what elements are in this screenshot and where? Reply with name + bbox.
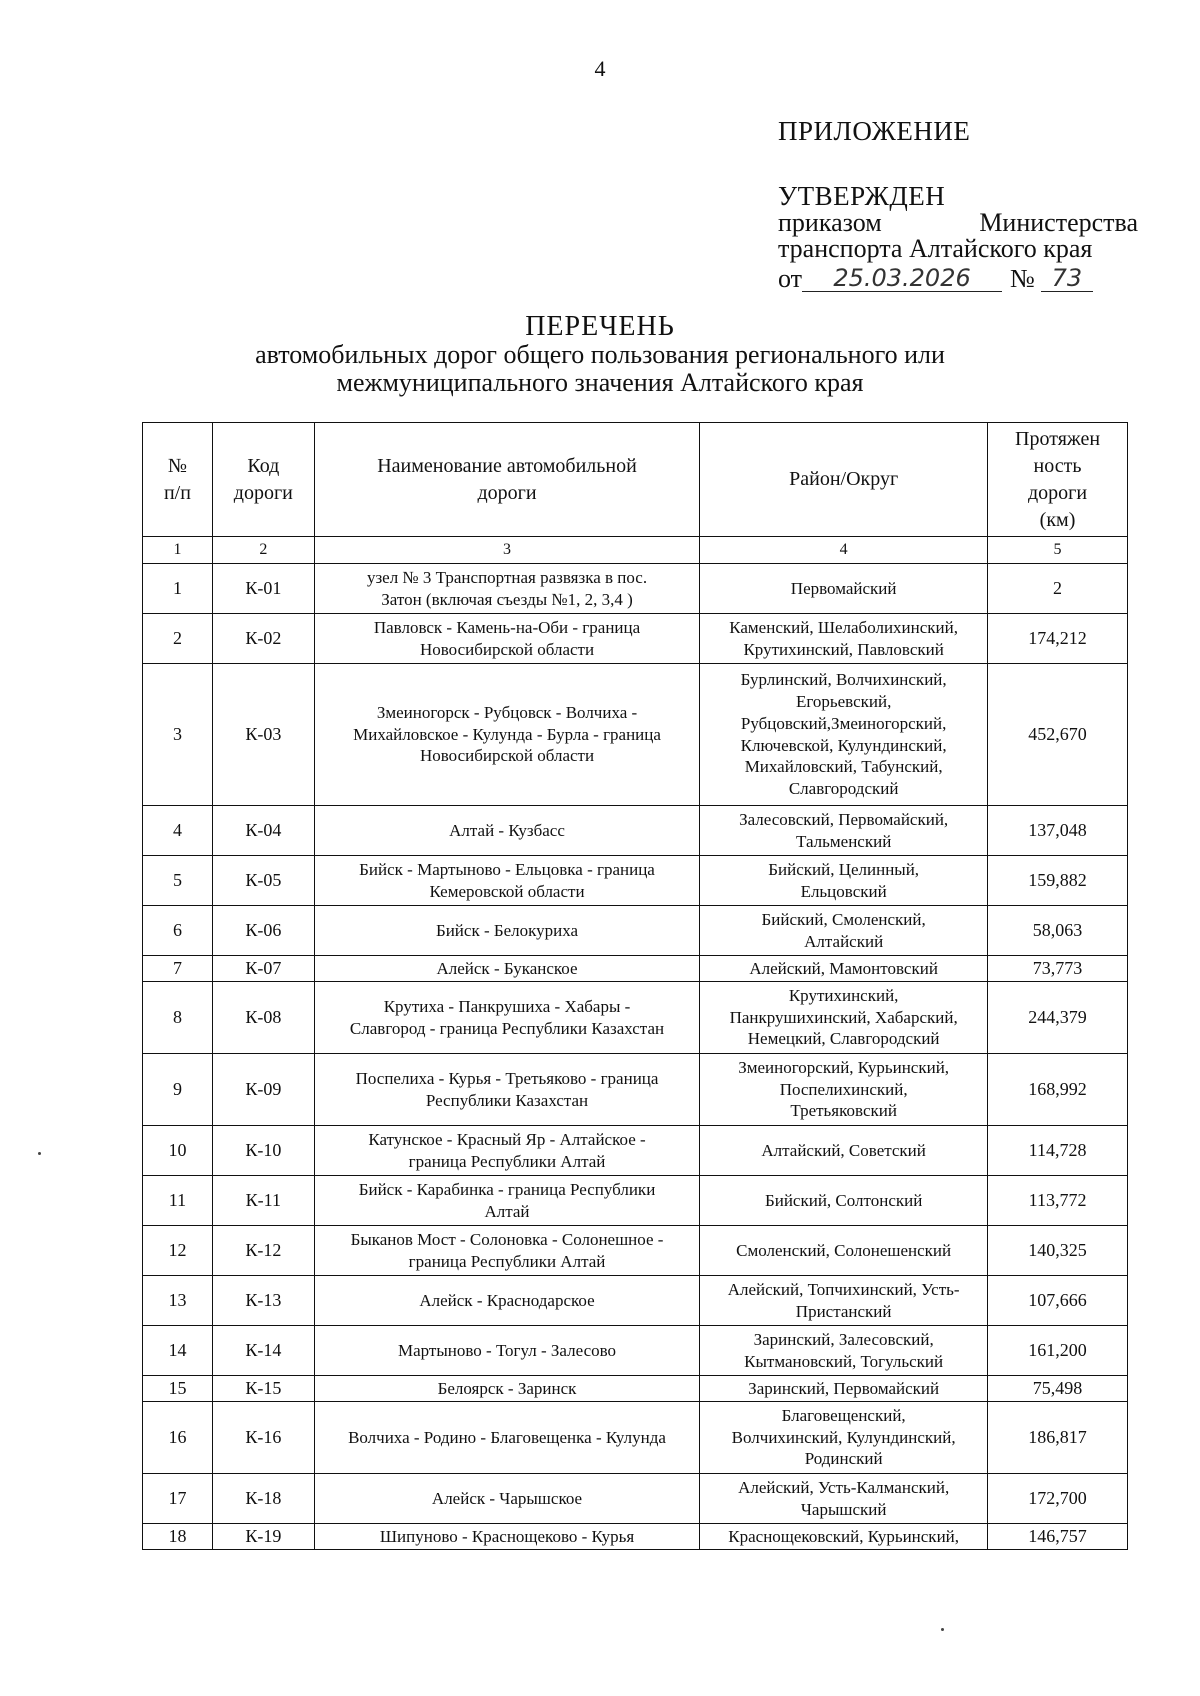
road-name-cell-line: Алтай - Кузбасс (449, 820, 565, 840)
district-cell-line: Рубцовский,Змеиногорский, (740, 713, 947, 733)
district-cell (700, 1276, 988, 1326)
district-cell (700, 614, 988, 664)
roads-table (142, 422, 1128, 1550)
road-name-cell (314, 982, 699, 1054)
district-cell-line: Заринский, Первомайский (748, 1378, 940, 1398)
road-code-cell: К-04 (212, 806, 314, 856)
road-code-cell: К-11 (212, 1176, 314, 1226)
road-name-cell-line: узел № 3 Транспортная развязка в пос. (366, 567, 648, 587)
road-name-cell (314, 664, 699, 806)
index-cell: 3 (314, 537, 699, 564)
row-number-cell: 12 (143, 1226, 213, 1276)
road-code-cell: К-07 (212, 956, 314, 982)
table-row (143, 1474, 1128, 1524)
row-number-cell: 1 (143, 564, 213, 614)
road-code-cell: К-13 (212, 1276, 314, 1326)
road-name-cell-line: Кемеровской области (429, 881, 585, 901)
road-name-cell-line: граница Республики Алтай (408, 1151, 606, 1171)
table-row (143, 1226, 1128, 1276)
district-cell-line: Пристанский (795, 1301, 892, 1321)
index-cell: 5 (988, 537, 1128, 564)
table-row (143, 1126, 1128, 1176)
road-code-cell: К-18 (212, 1474, 314, 1524)
row-number-cell: 5 (143, 856, 213, 906)
road-name-cell-line: Белоярск - Заринск (437, 1378, 577, 1398)
approved-label: УТВЕРЖДЕН (778, 181, 946, 211)
district-cell (700, 982, 988, 1054)
row-number-cell: 9 (143, 1054, 213, 1126)
header-length: Протяжен ность дороги (км) (988, 423, 1128, 537)
road-length-cell: 146,757 (988, 1524, 1128, 1550)
table-row (143, 856, 1128, 906)
road-code-cell: К-01 (212, 564, 314, 614)
road-name-cell-line: Славгород - граница Республики Казахстан (349, 1018, 665, 1038)
district-cell-line: Залесовский, Первомайский, (739, 809, 949, 829)
district-cell-line: Немецкий, Славгородский (747, 1029, 940, 1049)
road-name-cell-line: Мартыново - Тогул - Залесово (397, 1340, 617, 1360)
road-name-cell-line: Змеиногорск - Рубцовск - Волчиха - (376, 702, 638, 722)
header-code: Код дороги (212, 423, 314, 537)
approval-block (778, 118, 1138, 292)
district-cell-line: Панкрушихинский, Хабарский, (729, 1007, 958, 1027)
table-row (143, 1276, 1128, 1326)
district-cell (700, 856, 988, 906)
district-cell-line: Крутихинский, (788, 985, 899, 1005)
road-length-cell: 113,772 (988, 1176, 1128, 1226)
approval-order-line (778, 210, 1138, 236)
scan-speck (38, 1152, 41, 1155)
road-name-cell-line: Бийск - Мартыново - Ельцовка - граница (359, 859, 655, 879)
row-number-cell: 6 (143, 906, 213, 956)
district-cell-line: Третьяковский (790, 1101, 897, 1121)
table-row (143, 956, 1128, 982)
road-name-cell-line: Затон (включая съезды №1, 2, 3,4 ) (381, 589, 633, 609)
road-name-cell (314, 1326, 699, 1376)
district-cell (700, 1376, 988, 1402)
district-cell (700, 1126, 988, 1176)
road-code-cell: К-09 (212, 1054, 314, 1126)
district-cell (700, 1402, 988, 1474)
page-number: 4 (594, 56, 606, 81)
district-cell-line: Кытмановский, Тогульский (744, 1351, 944, 1371)
district-cell (700, 1326, 988, 1376)
district-cell-line: Змеиногорский, Курьинский, (738, 1057, 950, 1077)
road-name-cell (314, 1376, 699, 1402)
table-row (143, 982, 1128, 1054)
row-number-cell: 7 (143, 956, 213, 982)
road-code-cell: К-05 (212, 856, 314, 906)
road-name-cell-line: Шипуново - Краснощеково - Курья (379, 1526, 635, 1546)
road-name-cell (314, 906, 699, 956)
road-name-cell (314, 856, 699, 906)
row-number-cell: 16 (143, 1402, 213, 1474)
road-length-cell: 159,882 (988, 856, 1128, 906)
road-length-cell: 452,670 (988, 664, 1128, 806)
title-line-3: межмуниципального значения Алтайского края (336, 367, 864, 397)
district-cell-line: Каменский, Шелаболихинский, (729, 617, 959, 637)
road-name-cell (314, 1474, 699, 1524)
table-row (143, 614, 1128, 664)
district-cell-line: Ельцовский (800, 881, 887, 901)
table-row (143, 806, 1128, 856)
road-name-cell-line: Алейск - Чарышское (431, 1488, 583, 1508)
approval-date-line (778, 266, 1138, 292)
district-cell-line: Волчихинский, Кулундинский, (731, 1427, 956, 1447)
road-length-cell: 73,773 (988, 956, 1128, 982)
road-name-cell-line: Алейск - Буканское (436, 958, 578, 978)
district-cell (700, 564, 988, 614)
approval-ministry-word: Министерства (979, 208, 1138, 237)
row-number-cell: 3 (143, 664, 213, 806)
table-row (143, 1376, 1128, 1402)
district-cell-line: Тальменский (796, 831, 892, 851)
road-name-cell (314, 956, 699, 982)
district-cell-line: Благовещенский, (781, 1405, 906, 1425)
district-cell (700, 1054, 988, 1126)
road-length-cell: 58,063 (988, 906, 1128, 956)
road-code-cell: К-10 (212, 1126, 314, 1176)
row-number-cell: 11 (143, 1176, 213, 1226)
road-name-cell (314, 614, 699, 664)
district-cell-line: Алейский, Топчихинский, Усть- (727, 1279, 960, 1299)
road-length-cell: 244,379 (988, 982, 1128, 1054)
road-name-cell (314, 1226, 699, 1276)
table-row (143, 1326, 1128, 1376)
district-cell-line: Ключевской, Кулундинский, (740, 735, 947, 755)
road-length-cell: 137,048 (988, 806, 1128, 856)
table-row (143, 906, 1128, 956)
district-cell-line: Бурлинский, Волчихинский, (740, 670, 947, 690)
district-cell-line: Алейский, Мамонтовский (749, 958, 938, 978)
district-cell-line: Поспелихинский, (779, 1079, 908, 1099)
title-line-1: ПЕРЕЧЕНЬ (525, 311, 675, 342)
road-name-cell-line: Катунское - Красный Яр - Алтайское - (368, 1129, 646, 1149)
road-code-cell: К-08 (212, 982, 314, 1054)
district-cell-line: Бийский, Солтонский (764, 1190, 923, 1210)
district-cell-line: Егорьевский, (795, 692, 892, 711)
road-length-cell: 168,992 (988, 1054, 1128, 1126)
road-code-cell: К-16 (212, 1402, 314, 1474)
district-cell (700, 664, 988, 806)
district-cell-line: Заринский, Залесовский, (753, 1329, 934, 1349)
column-index-row (143, 537, 1128, 564)
road-code-cell: К-12 (212, 1226, 314, 1276)
district-cell-line: Алтайский, Советский (761, 1140, 926, 1160)
road-name-cell (314, 1524, 699, 1550)
road-name-cell-line: Алейск - Краснодарское (419, 1290, 595, 1310)
district-cell-line: Михайловский, Табунский, (744, 757, 943, 777)
district-cell (700, 906, 988, 956)
handwritten-number: 73 (1041, 266, 1093, 292)
district-cell-line: Алейский, Усть-Калманский, (738, 1477, 950, 1497)
district-cell-line: Алтайский (804, 931, 884, 951)
district-cell-line: Первомайский (790, 578, 897, 598)
row-number-cell: 18 (143, 1524, 213, 1550)
index-cell: 2 (212, 537, 314, 564)
from-label: от (778, 264, 803, 294)
road-code-cell: К-02 (212, 614, 314, 664)
road-code-cell: К-15 (212, 1376, 314, 1402)
district-cell-line: Чарышский (800, 1499, 887, 1519)
header-num: № п/п (143, 423, 213, 537)
table-row (143, 564, 1128, 614)
road-name-cell-line: Новосибирской области (419, 746, 595, 766)
row-number-cell: 8 (143, 982, 213, 1054)
district-cell (700, 1524, 988, 1550)
district-cell (700, 1176, 988, 1226)
row-number-cell: 13 (143, 1276, 213, 1326)
road-length-cell: 107,666 (988, 1276, 1128, 1326)
table-row (143, 1054, 1128, 1126)
row-number-cell: 14 (143, 1326, 213, 1376)
road-name-cell (314, 1126, 699, 1176)
district-cell-line: Краснощековский, Курьинский, (728, 1526, 960, 1546)
district-cell-line: Бийский, Целинный, (768, 859, 920, 879)
number-label: № (1010, 264, 1035, 294)
road-name-cell-line: Республики Казахстан (425, 1090, 589, 1110)
scan-speck (941, 1628, 944, 1631)
road-name-cell (314, 1276, 699, 1326)
table-row (143, 1524, 1128, 1550)
road-name-cell-line: Павловск - Камень-на-Оби - граница (373, 617, 641, 637)
road-name-cell (314, 564, 699, 614)
road-name-cell-line: Алтай (484, 1201, 530, 1221)
district-cell-line: Родинский (804, 1449, 883, 1469)
district-cell-line: Славгородский (788, 779, 899, 798)
road-code-cell: К-06 (212, 906, 314, 956)
table-header-row (143, 423, 1128, 537)
road-length-cell: 186,817 (988, 1402, 1128, 1474)
road-name-cell-line: граница Республики Алтай (408, 1251, 606, 1271)
title-line-2: автомобильных дорог общего пользования регионального или (255, 340, 945, 370)
road-length-cell: 140,325 (988, 1226, 1128, 1276)
road-code-cell: К-14 (212, 1326, 314, 1376)
district-cell (700, 806, 988, 856)
road-name-cell-line: Новосибирской области (419, 639, 595, 659)
road-name-cell (314, 1402, 699, 1474)
road-length-cell: 174,212 (988, 614, 1128, 664)
row-number-cell: 2 (143, 614, 213, 664)
handwritten-date: 25.03.2026 (802, 266, 1002, 292)
road-name-cell-line: Поспелиха - Курья - Третьяково - граница (355, 1068, 659, 1088)
road-length-cell: 2 (988, 564, 1128, 614)
road-name-cell-line: Бийск - Белокуриха (435, 920, 579, 940)
road-name-cell-line: Волчиха - Родино - Благовещенка - Кулунда (348, 1427, 666, 1447)
road-length-cell: 75,498 (988, 1376, 1128, 1402)
road-length-cell: 172,700 (988, 1474, 1128, 1524)
row-number-cell: 17 (143, 1474, 213, 1524)
appendix-label: ПРИЛОЖЕНИЕ (778, 116, 971, 146)
road-name-cell-line: Михайловское - Кулунда - Бурла - граница (353, 724, 661, 744)
header-district: Район/Округ (700, 423, 988, 537)
row-number-cell: 10 (143, 1126, 213, 1176)
district-cell (700, 1474, 988, 1524)
index-cell: 4 (700, 537, 988, 564)
table-row (143, 664, 1128, 806)
row-number-cell: 15 (143, 1376, 213, 1402)
approval-order-word: приказом (778, 208, 882, 237)
district-cell-line: Бийский, Смоленский, (761, 909, 926, 929)
road-name-cell (314, 806, 699, 856)
district-cell (700, 956, 988, 982)
district-cell-line: Крутихинский, Павловский (743, 639, 944, 659)
approval-ministry-line: транспорта Алтайского края (778, 234, 1093, 263)
district-cell (700, 1226, 988, 1276)
district-cell-line: Смоленский, Солонешенский (736, 1240, 952, 1260)
road-length-cell: 161,200 (988, 1326, 1128, 1376)
table-row (143, 1402, 1128, 1474)
index-cell: 1 (143, 537, 213, 564)
road-name-cell (314, 1054, 699, 1126)
road-name-cell (314, 1176, 699, 1226)
table-row (143, 1176, 1128, 1226)
road-code-cell: К-19 (212, 1524, 314, 1550)
road-length-cell: 114,728 (988, 1126, 1128, 1176)
road-name-cell-line: Бийск - Карабинка - граница Республики (358, 1179, 656, 1199)
document-title (0, 312, 1200, 396)
road-code-cell: К-03 (212, 664, 314, 806)
road-name-cell-line: Крутиха - Панкрушиха - Хабары - (383, 996, 631, 1016)
road-name-cell-line: Быканов Мост - Солоновка - Солонешное - (350, 1229, 664, 1249)
header-name: Наименование автомобильной дороги (314, 423, 699, 537)
row-number-cell: 4 (143, 806, 213, 856)
